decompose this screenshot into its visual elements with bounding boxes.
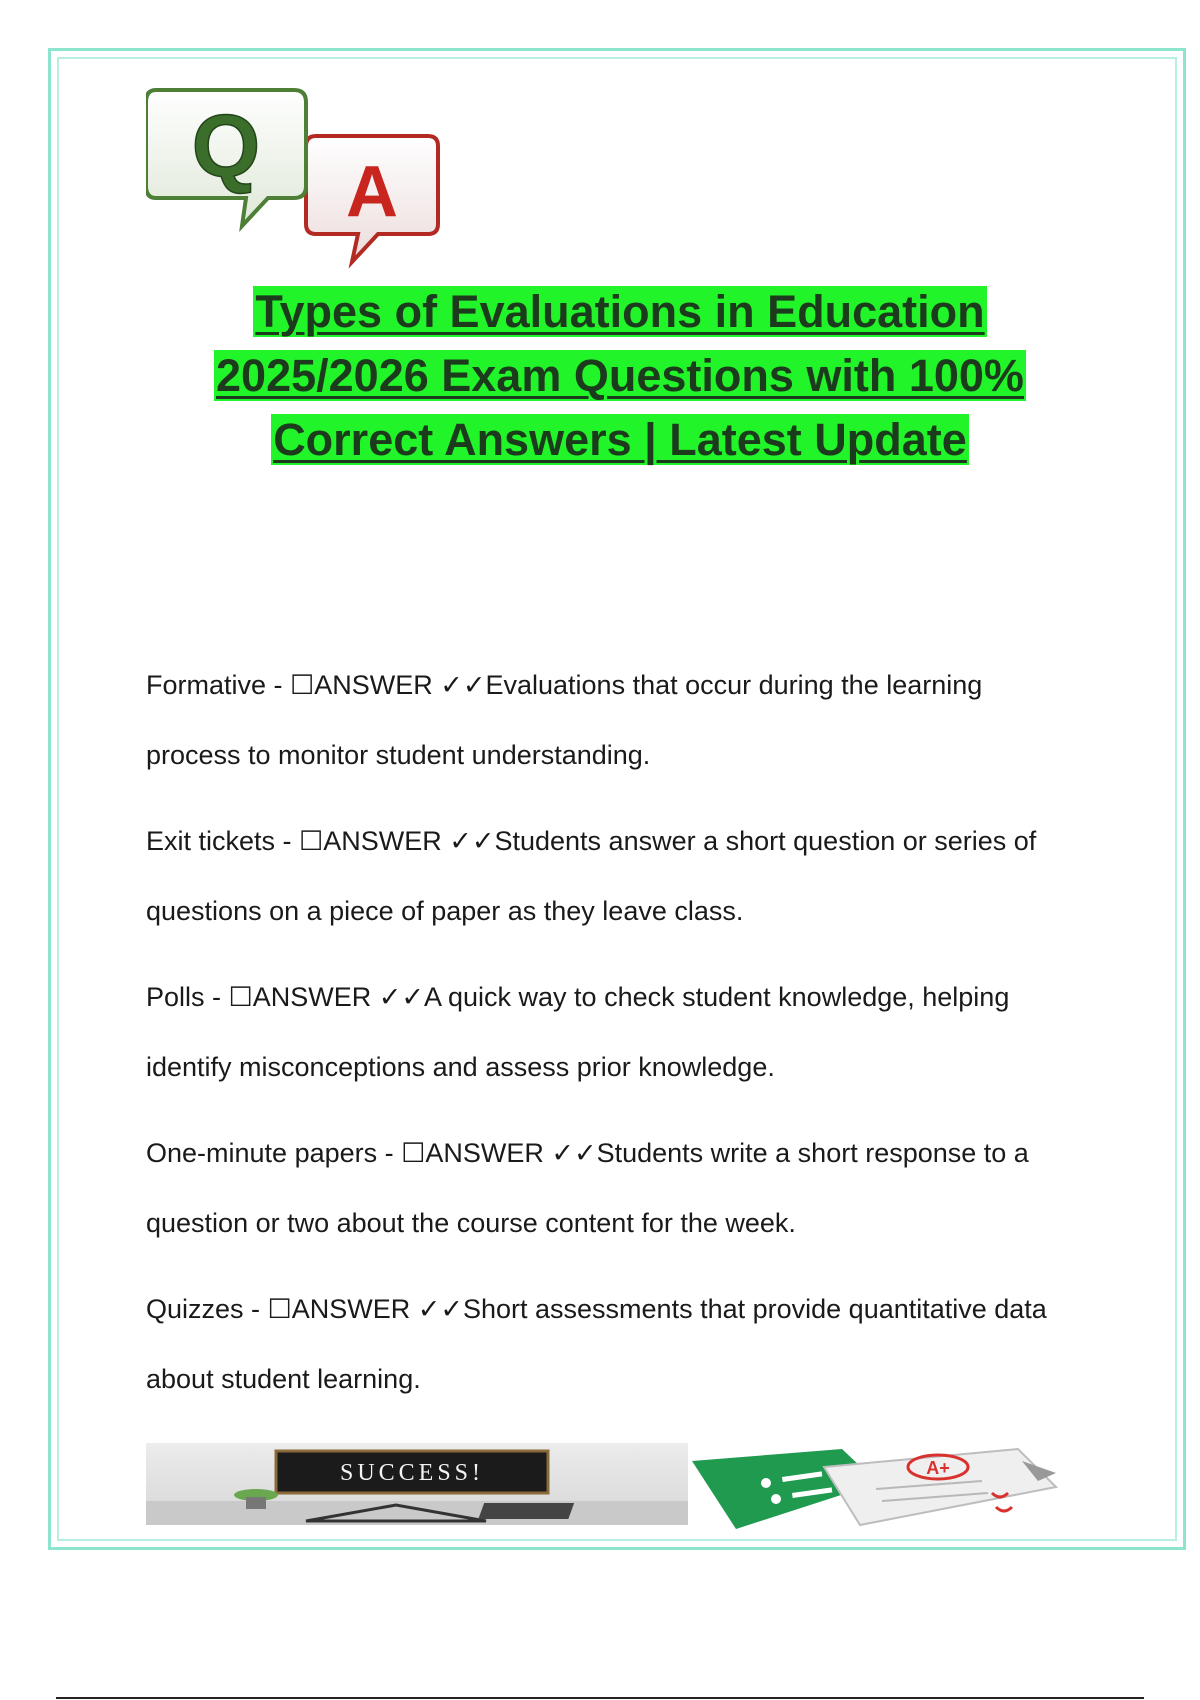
qa-item [146,806,1106,946]
logo-q-letter: Q [191,96,261,195]
grade-text: A+ [926,1458,950,1478]
qa-item [146,1274,1106,1414]
qa-answer-line: questions on a piece of paper as they leave class. [146,896,744,926]
qa-item [146,1118,1106,1258]
qa-question-line: Polls - ☐ANSWER ✓✓A quick way to check student knowledge, helping [146,982,1010,1012]
page-bottom-rule [56,1697,1144,1699]
qa-question-line: One-minute papers - ☐ANSWER ✓✓Students write a short response to a [146,1138,1029,1168]
qa-answer-line: identify misconceptions and assess prior knowledge. [146,1052,775,1082]
qa-answer-line: process to monitor student understanding. [146,740,651,770]
qa-logo [146,84,486,284]
qa-item [146,962,1106,1102]
qa-list [146,650,1106,1430]
qa-item [146,650,1106,790]
qa-question-line: Formative - ☐ANSWER ✓✓Evaluations that occur during the learning [146,670,983,700]
logo-a-letter: A [346,152,398,232]
qa-question-line: Quizzes - ☐ANSWER ✓✓Short assessments that provide quantitative data [146,1294,1047,1324]
qa-answer-line: about student learning. [146,1364,421,1394]
grade-paper-image [692,1443,1082,1529]
page-title [100,280,1140,472]
title-line: Types of Evaluations in Education [255,286,985,337]
board-text: SUCCESS! [339,1460,485,1486]
title-line: Correct Answers | Latest Update [273,414,967,465]
title-line: 2025/2026 Exam Questions with 100% [216,350,1024,401]
qa-question-line: Exit tickets - ☐ANSWER ✓✓Students answer a short question or series of [146,826,1037,856]
qa-answer-line: question or two about the course content for the week. [146,1208,796,1238]
success-banner-image [146,1443,688,1525]
